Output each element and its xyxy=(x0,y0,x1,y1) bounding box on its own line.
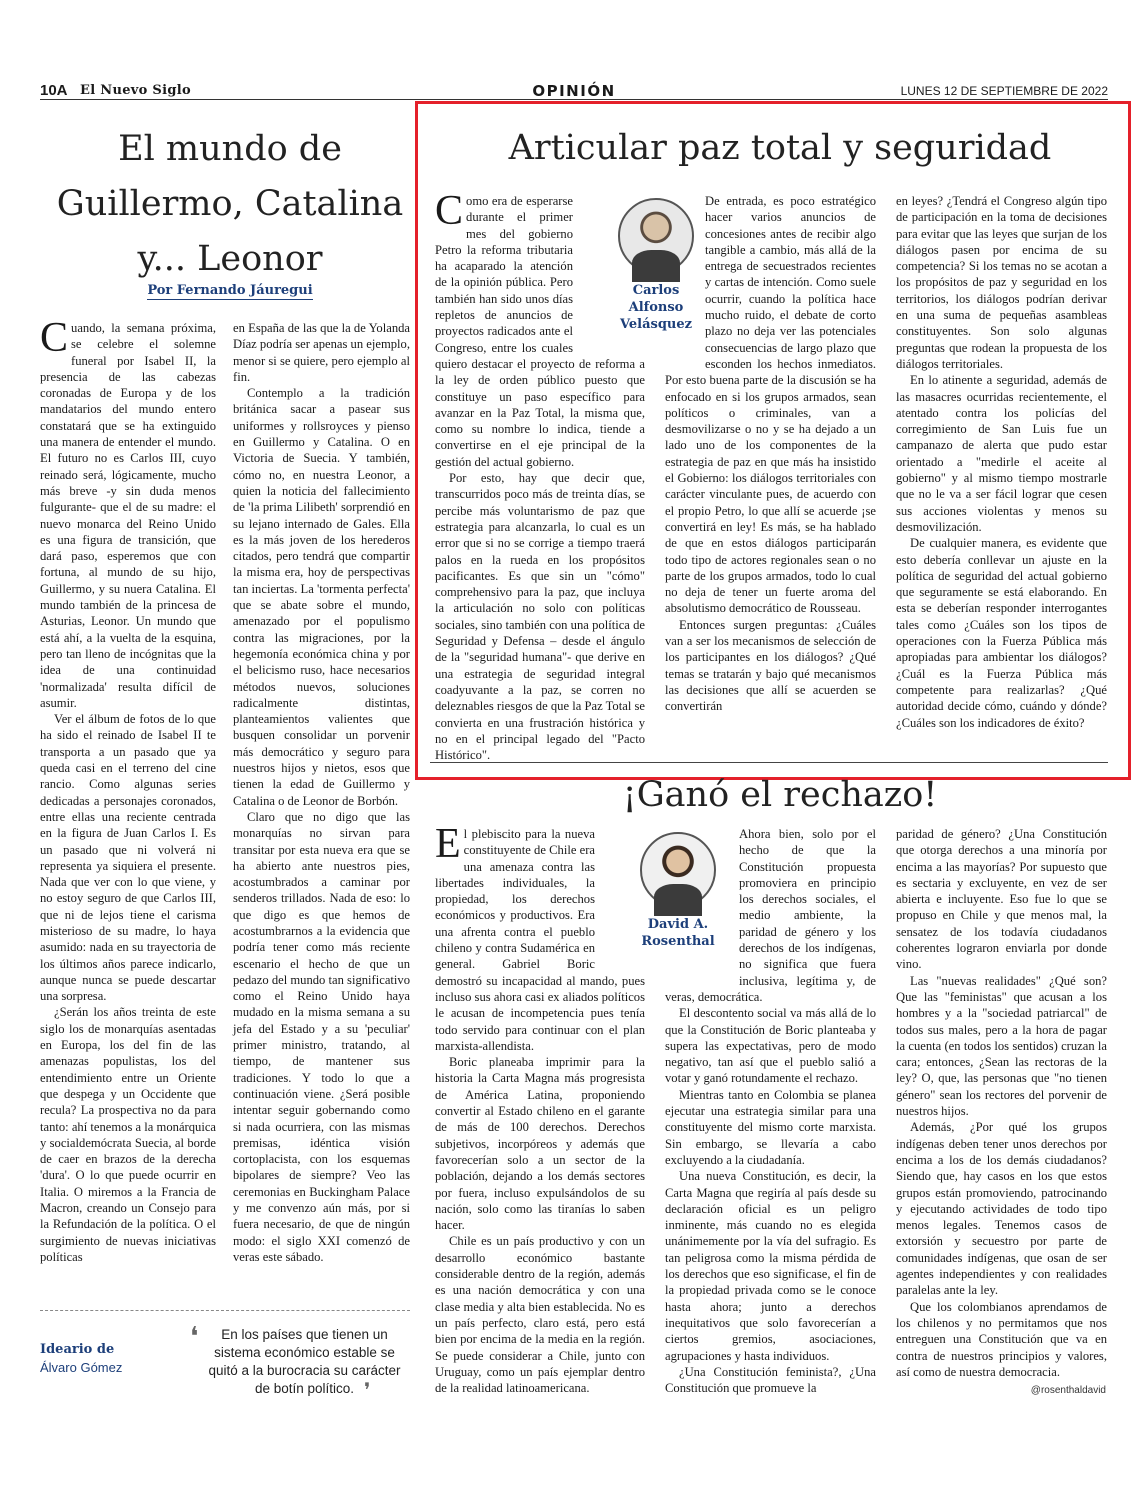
quote-close-icon: ❜ xyxy=(364,1378,371,1402)
page-number: 10A xyxy=(40,82,68,99)
section-name: OPINIÓN xyxy=(532,82,616,100)
bottom-paragraph: Mientras tanto en Colombia se planea ejecutar una estrategia similar para una constituyente del mismo corte marxista. Sin embargo, se llevaría a cabo excluyendo a la ciudadanía. xyxy=(665,1087,876,1167)
left-article-title: El mundo de Guillermo, Catalina y... Leonor xyxy=(56,129,404,279)
bottom-paragraph: Chile es un país productivo y con un desarrollo económico bastante considerable dentro de la región, además es una nación democrática y con una clase media y alta bien establecida. No es un país perfecto, claro está, pero está bien por encima de la media en la región. Se puede considerar a Chile, junto con Uruguay, como un país ejemplar dentro de la realidad latinoamericana. xyxy=(435,1234,645,1396)
left-paragraph: Contemplo a la tradición británica sacar a pasear sus uniformes y rollsroyces y pienso en Guillermo y Catalina. O en Victoria de Suecia. Y también, cómo no, en nuestra Leonor, a quien la noticia del fallecimiento de 'la prima Lilibeth' sorprendió en su lejano internado de Gales. Ella es la más joven de los herederos citados, pero tendrá que compartir la misma era, hoy de perspectivas tan inciertas. La 'tormenta perfecta' que se abate sobre el mundo, amenazado por el populismo contra las migraciones, por la hegemonía económica china y por el belicismo ruso, hace necesarios métodos nuevos, soluciones radicalmente distintas, planteamientos valientes que busquen consolidar un porvenir más democrático y seguro para nuestros hijos y nietos, esos que tienen la edad de Guillermo y Catalina o de Leonor de Borbón. xyxy=(233,386,410,808)
bottom-paragraph: Ahora bien, solo por el hecho de que la Constitución propuesta promoviera en principio los derechos sociales, el medio ambiente, la paridad de género y los derechos de los indígenas, no significa que fuera inclusiva, legítima y, de veras, democrática. xyxy=(665,827,876,1004)
bottom-paragraph: Una nueva Constitución, es decir, la Carta Magna que regiría al país desde su declaración oficial es un peligro inminente, más cuando no es elegida unánimemente por la vía del sufragio. Es tan peligrosa como la misma pérdida de los derechos que eso significase, el fin de la propiedad privada como se le conoce hasta ahora; junto a derechos inequitativos que solo favorecerían a ciertos gremios, asociaciones, agrupaciones y hasta individuos. xyxy=(665,1169,876,1363)
left-paragraph: ¿Serán los años treinta de este siglo los de monarquías asentadas en Europa, los del fin de las amenazas populistas, los del entendimiento entre un Oriente que despega y un Occidente que recula? La prospectiva no da para tanto: ahí tenemos a la monárquica y socialdemócrata Suecia, al borde de caer en brazos de la derecha 'dura'. O lo que puede ocurrir en Italia. O miremos a la Francia de Macron, creando un Consejo para la Refundación de la política. O el surgimiento de nuevas iniciativas políticas xyxy=(40,1005,216,1264)
quote-open-icon: ❛ xyxy=(190,1322,199,1352)
left-paragraph: Cuando, la semana próxima, se celebre el solemne funeral por Isabel II, la presencia de las cabezas coronadas de Europa y de los mandatarios del mundo entero constatará que se ha extinguido una manera de entender el mundo. El futuro no es Carlos III, cuyo reinado será, lógicamente, mucho más breve -y sin duda menos fulgurante- que el de su madre: el nuevo monarca del Reino Unido es una figura de transición, que dará paso, esperemos que con fortuna, al mundo de su hijo, Guillermo, y su nuera Catalina. El mundo también de la princesa de Asturias, Leonor. Un mundo que está ahí, a la vuelta de la esquina, pero tan lleno de incógnitas que la idea de una continuidad 'normalizada' resulta difícil de asumir. xyxy=(40,315,216,710)
bottom-paragraph: ¿Una Constitución feminista?, ¿Una Constitución que promueve la xyxy=(665,1364,876,1396)
left-paragraph: Ver el álbum de fotos de lo que ha sido el reinado de Isabel II te transporta a un pasado que ya queda casi en el terreno del cine rancio. Como algunas series dedicadas a personajes coronados, entre ellas una reciente centrada en la figura de Juan Carlos I. Es un pasado que ni volverá ni representa ya siquiera el presente. Nada que ver con lo que viene, y no estoy seguro de que Carlos III, que ni de lejos tiene el carisma misterioso de su madre, lo haya asumido: nada en su trayectoria de los últimos años parece indicarlo, aunque nunca se puede descartar una sorpresa. xyxy=(40,712,216,1004)
bottom-paragraph: El descontento social va más allá de lo que la Constitución de Boric planteaba y supera las expectativas, pero de modo negativo, tan así que el pueblo salió a votar y ganó rotundamente el rechazo. xyxy=(665,1006,876,1086)
top-article-column-1 xyxy=(435,188,645,763)
left-article-column-1 xyxy=(40,315,216,1295)
issue-date: LUNES 12 DE SEPTIEMBRE DE 2022 xyxy=(900,84,1108,98)
bottom-paragraph: Además, ¿Por qué los grupos indígenas deben tener unos derechos por encima a los de los demás ciudadanos? Siendo que, hay casos en los que estos grupos están promoviendo, patrocinando y ejecutando actividades de todo tipo menos legales. Tenemos casos de extorsión y secuestro por parte de comunidades indígenas, que osan de ser agentes independientes y con realidades paralelas ante la ley. xyxy=(896,1120,1107,1298)
top-paragraph: Como era de esperarse durante el primer mes del gobierno Petro la reforma tributaria ha acaparado la atención de la opinión pública. Pero también han sido unos días repletos de anuncios de proyectos radicados ante el Congreso, entre los cuales quiero destacar el proyecto de reforma a la ley de orden público puesto que constituye un paso específico para avanzar en la Paz Total, la misma que, como su nombre lo indica, tiende a convertirse en el eje principal de la gestión del actual gobierno. xyxy=(435,188,645,469)
top-article-column-3 xyxy=(896,193,1107,753)
top-paragraph: Por esto, hay que decir que, transcurridos poco más de treinta días, se percibe más voluntarismo de paz que estrategia para alcanzarla, lo cual es un error que si no se corrige a tiempo traerá palos en la rueda en los propósitos pacificantes. Es que sin un "cómo" comprehensivo para la paz, que incluya la articulación no solo con políticas sociales, sino también con una política de Seguridad y Defensa – desde el ángulo de la "seguridad humana"- que derive en una estrategia de seguridad integral coadyuvante a la paz, se corren no deleznables riesgos de que la Paz Total se convierta en una frustración histórica y no en el principal legado del "Pacto Histórico". xyxy=(435,471,645,763)
top-paragraph: De entrada, es poco estratégico hacer varios anuncios de concesiones antes de recibir algo tangible a cambio, más allá de la entrega de secuestrados recientes y cartas de intención. Como suele ocurrir, cuando la política hace mucho ruido, el debate de corto plazo no deja ver las potenciales consecuencias de largo plazo que esconden los hechos inmediatos. Por esto buena parte de la discusión se ha enfocado en si los grupos armados, sean políticos o criminales, van a desmovilizarse o no y se ha dejado a un lado uno de los componentes de la estrategia de paz en que más ha insistido el Gobierno: los diálogos territoriales con carácter vinculante pues, de acuerdo con el propio Petro, lo que allí se acuerde ¡se convertirá en ley! Es más, se ha hablado de que en estos diálogos participarán todo tipo de actores regionales sean o no parte de los grupos armados, todo lo cual no deja de tener un fuerte aroma del absolutismo democrático de Rousseau. xyxy=(665,194,876,616)
author-name: David A. Rosenthal xyxy=(641,917,715,949)
bottom-paragraph: paridad de género? ¿Una Constitución que otorga derechos a una minoría por encima a las mayorías? Por supuesto que es sectaria y excluyente, en vez de ser abierta e incluyente. Eso fue lo que se propuso en Chile y que menos mal, la sensatez de los todavía ciudadanos coherentes lograron enviarla por donde vino. xyxy=(896,827,1107,972)
bottom-paragraph: Las "nuevas realidades" ¿Qué son? Que las "feministas" que acusan a los hombres y a la "sociedad patriarcal" de todos sus males, pero a la hora de pagar la cuenta (en todos los sentidos) cruzan la cara; entonces, ¿Sean las rectoras de la ley? O, que, las personas que "no tienen género" sean los rectores del porvenir de nuestros hijos. xyxy=(896,973,1107,1119)
ideario-quote: En los países que tienen un sistema económico estable se quitó a la burocracia su carácter de botín político. xyxy=(208,1327,401,1396)
bottom-paragraph: El plebiscito para la nueva constituyente de Chile era una amenaza contra las libertades individuales, la propiedad, los derechos económicos y productivos. Era una afrenta contra el pueblo chileno y contra Sudamérica en general. Gabriel Boric demostró su incapacidad al mando, pues incluso sus ahora casi ex aliados políticos le acusan de incompetencia pues tenía todo servido para continuar con el plan marxista-allendista. xyxy=(435,821,645,1053)
left-article-byline: Por Fernando Jáuregui xyxy=(147,283,313,298)
newspaper-name: El Nuevo Siglo xyxy=(80,83,191,98)
top-paragraph: en leyes? ¿Tendrá el Congreso algún tipo de participación en la toma de decisiones para evitar que las leyes que surjan de los diálogos pasen por encima de su competencia? Si los temas no se acotan a los propósitos de paz y seguridad en los territorios, los diálogos podrían derivar en una suma de pequeñas asambleas constituyentes. Son solo algunas preguntas que rodean la propuesta de los diálogos territoriales. xyxy=(896,194,1107,371)
bottom-article-column-2 xyxy=(665,826,876,1401)
left-paragraph: en España de las que la de Yolanda Díaz podría ser apenas un ejemplo, menor si se quiere, pero ejemplo al fin. xyxy=(233,321,410,384)
bottom-paragraph: Que los colombianos aprendamos de los chilenos y no permitamos que nos entreguen una Constitución que va en contra de nuestros principios y valores, así como de nuestra democracia. xyxy=(896,1299,1107,1379)
author-twitter-handle: @rosenthaldavid xyxy=(1030,1385,1106,1396)
bottom-paragraph: Boric planeaba imprimir para la historia la Carta Magna más progresista de América Latina, proponiendo convertir al Estado chileno en el garante de más de 100 derechos. Derechos subjetivos, incorpóreos y además que favorecerían solo a un sector de la población, dejando a los demás sectores por fuera, incluso expulsándolos de su nación, solo como las tiranías lo saben hacer. xyxy=(435,1055,645,1233)
ideario-label: Ideario de Álvaro Gómez xyxy=(40,1342,123,1375)
left-article-column-2 xyxy=(233,320,410,1295)
author-name: Carlos Alfonso Velásquez xyxy=(619,283,693,332)
article-divider xyxy=(430,762,1108,763)
ideario-divider xyxy=(40,1310,410,1311)
bottom-article-column-3 xyxy=(896,826,1107,1381)
bottom-article-column-1 xyxy=(435,821,645,1401)
page-header xyxy=(40,82,1108,100)
top-right-article-title: Articular paz total y seguridad xyxy=(508,128,1052,168)
top-paragraph: De cualquier manera, es evidente que esto debería conllevar un ajuste en la política de seguridad del actual gobierno que seguramente se está elaborando. En esta se deberían responder interrogantes tales como ¿Cuáles son los tipos de operaciones con la Fuerza Pública más apropiadas para ambientar los diálogos? ¿Cuál es la Fuerza Pública más competente para realizarlas? ¿Qué autoridad decide cómo, cuándo y dónde? ¿Cuáles son los indicadores de éxito? xyxy=(896,536,1107,730)
bottom-right-article-title: ¡Ganó el rechazo! xyxy=(622,775,938,815)
left-paragraph: Claro que no digo que las monarquías no sirvan para transitar por esta nueva era que se ha abierto ante nuestros pies, acostumbrados a caminar por senderos trillados. Nada de eso: lo que digo es que hemos de acostumbrarnos a la evidencia que podría tener como más reciente escenario el hecho de que un pedazo del mundo tan significativo como el Reino Unido haya mudado en la misma semana a su jefa del Estado y a su 'peculiar' primer ministro, tratando, al tiempo, de mantener sus tradiciones. Y todo lo que a continuación viene. ¿Será posible intentar seguir gobernando como si nada ocurriera, con las mismas premisas, idéntica visión cortoplacista, con los esquemas bipolares de siempre? Veo las ceremonias en Buckingham Palace y me convenzo aún más, por si fuera necesario, de que de ningún modo: el siglo XXI comenzó de veras este sábado. xyxy=(233,809,410,1264)
top-article-column-2 xyxy=(665,193,876,753)
top-paragraph: Entonces surgen preguntas: ¿Cuáles van a ser los mecanismos de selección de los participantes en los diálogos? ¿Qué temas se tratarán y bajo qué mecanismos las decisiones que allí se acuerden se convertirán xyxy=(665,617,876,714)
top-paragraph: En lo atinente a seguridad, además de las masacres ocurridas recientemente, el atentado contra los policías del corregimiento de San Luis fue un campanazo de alerta que pudo estar orientado a "medirle el aceite al gobierno" y al mismo tiempo mostrarle que no le va a ser fácil lograr que cesen sus acciones violentas y menos su desmovilización. xyxy=(896,373,1107,534)
